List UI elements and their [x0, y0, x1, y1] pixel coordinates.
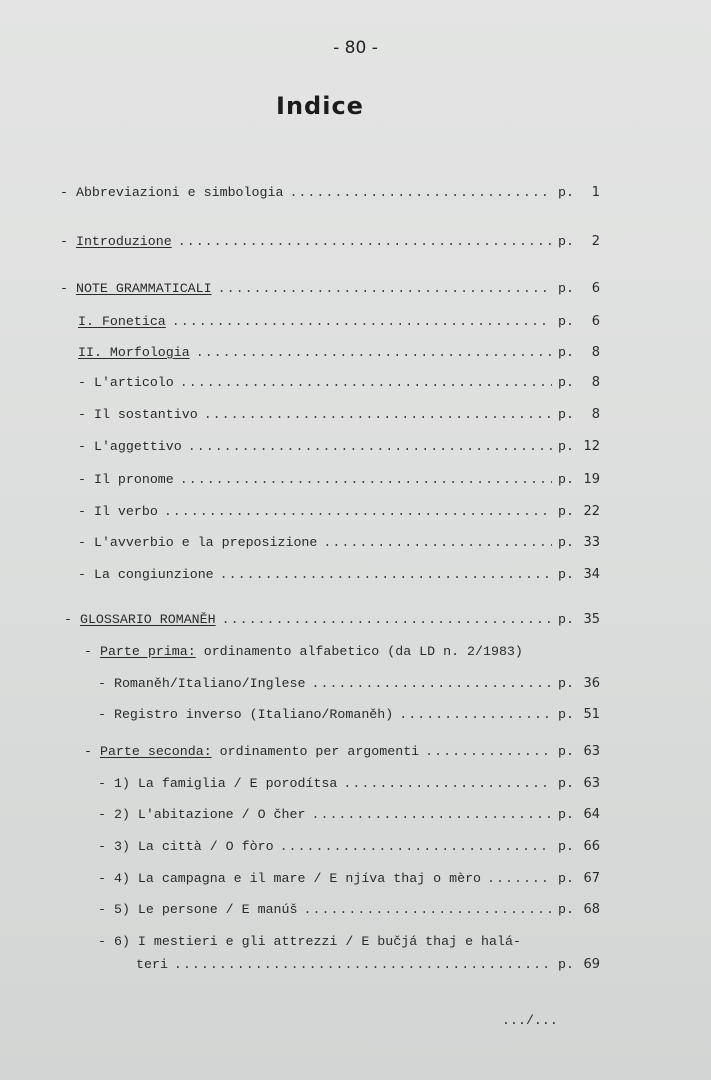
toc-page-number: 36 [583, 676, 600, 691]
toc-entry-dash: - [78, 407, 94, 422]
toc-entry-dash: - [60, 234, 76, 249]
toc-entry-dash: - [98, 871, 114, 886]
toc-entry [98, 706, 600, 724]
toc-entry-label [60, 184, 283, 202]
toc-entry-text: Introduzione [75, 234, 172, 249]
toc-page-number: 35 [583, 612, 600, 627]
toc-page-number: 12 [583, 439, 600, 454]
toc-entry-text: L'avverbio e la preposizione [93, 535, 318, 550]
toc-entry-dash: - [98, 676, 114, 691]
toc-entry-label [98, 706, 393, 724]
dot-leader [280, 838, 552, 856]
toc-entry-text: 2) L'abitazione / O čher [113, 807, 306, 822]
toc-entry-text: 4) La campagna e il mare / E njíva thaj o mèro [113, 871, 482, 886]
dot-leader [343, 775, 552, 793]
page-abbrev: p. [558, 185, 574, 200]
toc-entry-text: La congiunzione [93, 567, 214, 582]
toc-entry-dash: - [78, 535, 94, 550]
toc-entry-text: II. Morfologia [78, 345, 190, 360]
toc-page-number: 64 [583, 807, 600, 822]
toc-entry-label [98, 775, 337, 793]
toc-entry [78, 471, 600, 489]
toc-page-number: 69 [583, 957, 600, 972]
toc-entry-dash: - [60, 185, 76, 200]
toc-entry-label [78, 471, 174, 489]
toc-entry-dash: - [78, 567, 94, 582]
page-abbrev: p. [558, 902, 574, 917]
toc-entry [136, 956, 600, 974]
toc-entry [60, 233, 600, 251]
dot-leader [399, 706, 552, 724]
toc-entry [78, 313, 600, 331]
page-abbrev: p. [558, 807, 574, 822]
toc-entry-text: 1) La famiglia / E porodítsa [113, 776, 338, 791]
toc-entry-dash: - [64, 612, 80, 627]
toc-page-number: 8 [591, 375, 600, 390]
toc-entry-text: Il sostantivo [93, 407, 198, 422]
page-abbrev: p. [558, 375, 574, 390]
dot-leader [222, 611, 552, 629]
toc-entry-dash: - [84, 644, 100, 659]
toc-entry-label [136, 956, 168, 974]
toc-entry-dash: - [98, 934, 114, 949]
toc-entry-label [98, 933, 521, 951]
toc-entry-text: 3) La città / O fòro [113, 839, 274, 854]
toc-entry-label [84, 643, 523, 661]
continuation-mark: .../... [502, 1013, 558, 1028]
toc-entry [98, 775, 600, 793]
dot-leader [196, 344, 552, 362]
toc-entry-dash: - [78, 472, 94, 487]
toc-entry [84, 743, 600, 761]
page-abbrev: p. [558, 744, 574, 759]
dot-leader [304, 901, 553, 919]
page-abbrev: p. [558, 535, 574, 550]
dot-leader [180, 374, 552, 392]
toc-entry-dash: - [98, 776, 114, 791]
toc-entry-label [98, 806, 305, 824]
toc-entry [78, 438, 600, 456]
page-abbrev: p. [558, 281, 574, 296]
page-abbrev: p. [558, 567, 574, 582]
toc-entry-dash: - [60, 281, 76, 296]
toc-entry [98, 806, 600, 824]
toc-entry-label [60, 280, 212, 298]
toc-entry-text: I. Fonetica [78, 314, 166, 329]
toc-entry-label [60, 233, 172, 251]
toc-entry-text: teri [136, 957, 168, 972]
toc-entry-dash: - [78, 375, 94, 390]
toc-entry-label [78, 406, 198, 424]
toc-entry-label [98, 901, 298, 919]
toc-entry-label [78, 566, 214, 584]
toc-entry [98, 870, 600, 888]
toc-entry-label [84, 743, 419, 761]
dot-leader [174, 956, 552, 974]
toc-entry-label [78, 438, 182, 456]
toc-page-number: 1 [591, 185, 600, 200]
dot-leader [311, 806, 552, 824]
toc-entry-dash: - [84, 744, 100, 759]
dot-leader [164, 503, 552, 521]
toc-page-number: 6 [591, 314, 600, 329]
toc-entry-label [78, 374, 174, 392]
toc-page-number: 19 [583, 472, 600, 487]
toc-page-number: 66 [583, 839, 600, 854]
toc-entry-text: L'articolo [93, 375, 174, 390]
toc-entry [78, 566, 600, 584]
dot-leader [218, 280, 552, 298]
page-number: - 80 - [333, 38, 378, 58]
dot-leader [425, 743, 552, 761]
dot-leader [487, 870, 552, 888]
toc-entry-dash: - [78, 439, 94, 454]
toc-entry-text: Romaněh/Italiano/Inglese [113, 676, 306, 691]
page-abbrev: p. [558, 839, 574, 854]
toc-entry [98, 675, 600, 693]
toc-page-number: 34 [583, 567, 600, 582]
dot-leader [204, 406, 552, 424]
toc-entry-dash: - [98, 807, 114, 822]
toc-entry-text: Il pronome [93, 472, 174, 487]
dot-leader [311, 675, 552, 693]
toc-page-number: 51 [583, 707, 600, 722]
toc-entry [78, 503, 600, 521]
toc-entry-label [98, 675, 305, 693]
page-abbrev: p. [558, 676, 574, 691]
toc-page-number: 8 [591, 345, 600, 360]
toc-entry-label [78, 313, 166, 331]
toc-page-number: 68 [583, 902, 600, 917]
dot-leader [180, 471, 552, 489]
toc-entry-label [78, 534, 317, 552]
toc-entry [60, 280, 600, 298]
toc-entry-text: Il verbo [93, 504, 158, 519]
toc-entry [84, 643, 523, 661]
page-abbrev: p. [558, 776, 574, 791]
page-abbrev: p. [558, 314, 574, 329]
toc-entry-dash: - [98, 839, 114, 854]
toc-entry-text: Registro inverso (Italiano/Romaněh) [113, 707, 394, 722]
toc-entry-subtitle: ordinamento alfabetico (da LD n. 2/1983) [195, 644, 523, 659]
toc-page-number: 6 [591, 281, 600, 296]
toc-page-number: 22 [583, 504, 600, 519]
toc-entry-text: Abbreviazioni e simbologia [75, 185, 284, 200]
toc-entry-text: 5) Le persone / E manúš [113, 902, 298, 917]
page-title: Indice [276, 92, 364, 120]
page-abbrev: p. [558, 957, 574, 972]
toc-entry-label [78, 344, 190, 362]
toc-entry [78, 534, 600, 552]
toc-entry-text: NOTE GRAMMATICALI [75, 281, 212, 296]
toc-page-number: 63 [583, 776, 600, 791]
toc-entry-label [98, 838, 274, 856]
toc-page-number: 2 [591, 234, 600, 249]
dot-leader [178, 233, 552, 251]
page-abbrev: p. [558, 504, 574, 519]
page-abbrev: p. [558, 871, 574, 886]
toc-entry-text: Parte seconda: [99, 744, 212, 759]
dot-leader [220, 566, 552, 584]
toc-entry-text: 6) I mestieri e gli attrezzi / E bučjá thaj e halá- [113, 934, 521, 949]
page-abbrev: p. [558, 439, 574, 454]
toc-page-number: 33 [583, 535, 600, 550]
toc-page-number: 67 [583, 871, 600, 886]
toc-entry [98, 838, 600, 856]
page-abbrev: p. [558, 407, 574, 422]
dot-leader [188, 438, 552, 456]
dot-leader [172, 313, 552, 331]
toc-page-number: 8 [591, 407, 600, 422]
page-abbrev: p. [558, 707, 574, 722]
toc-entry-text: GLOSSARIO ROMANĚH [79, 612, 216, 627]
toc-entry-dash: - [98, 707, 114, 722]
toc-entry-label [78, 503, 158, 521]
toc-entry [60, 184, 600, 202]
toc-entry-text: L'aggettivo [93, 439, 182, 454]
toc-entry [64, 611, 600, 629]
toc-entry-label [98, 870, 481, 888]
toc-entry [98, 901, 600, 919]
page-abbrev: p. [558, 345, 574, 360]
dot-leader [323, 534, 552, 552]
toc-entry [78, 344, 600, 362]
dot-leader [289, 184, 552, 202]
toc-entry-dash: - [98, 902, 114, 917]
toc-entry-label [64, 611, 216, 629]
toc-page-number: 63 [583, 744, 600, 759]
toc-entry-dash: - [78, 504, 94, 519]
toc-entry [78, 374, 600, 392]
page-abbrev: p. [558, 612, 574, 627]
page-abbrev: p. [558, 472, 574, 487]
toc-entry [98, 933, 521, 951]
toc-entry-subtitle: ordinamento per argomenti [211, 744, 420, 759]
toc-entry-text: Parte prima: [99, 644, 196, 659]
toc-entry [78, 406, 600, 424]
page-abbrev: p. [558, 234, 574, 249]
